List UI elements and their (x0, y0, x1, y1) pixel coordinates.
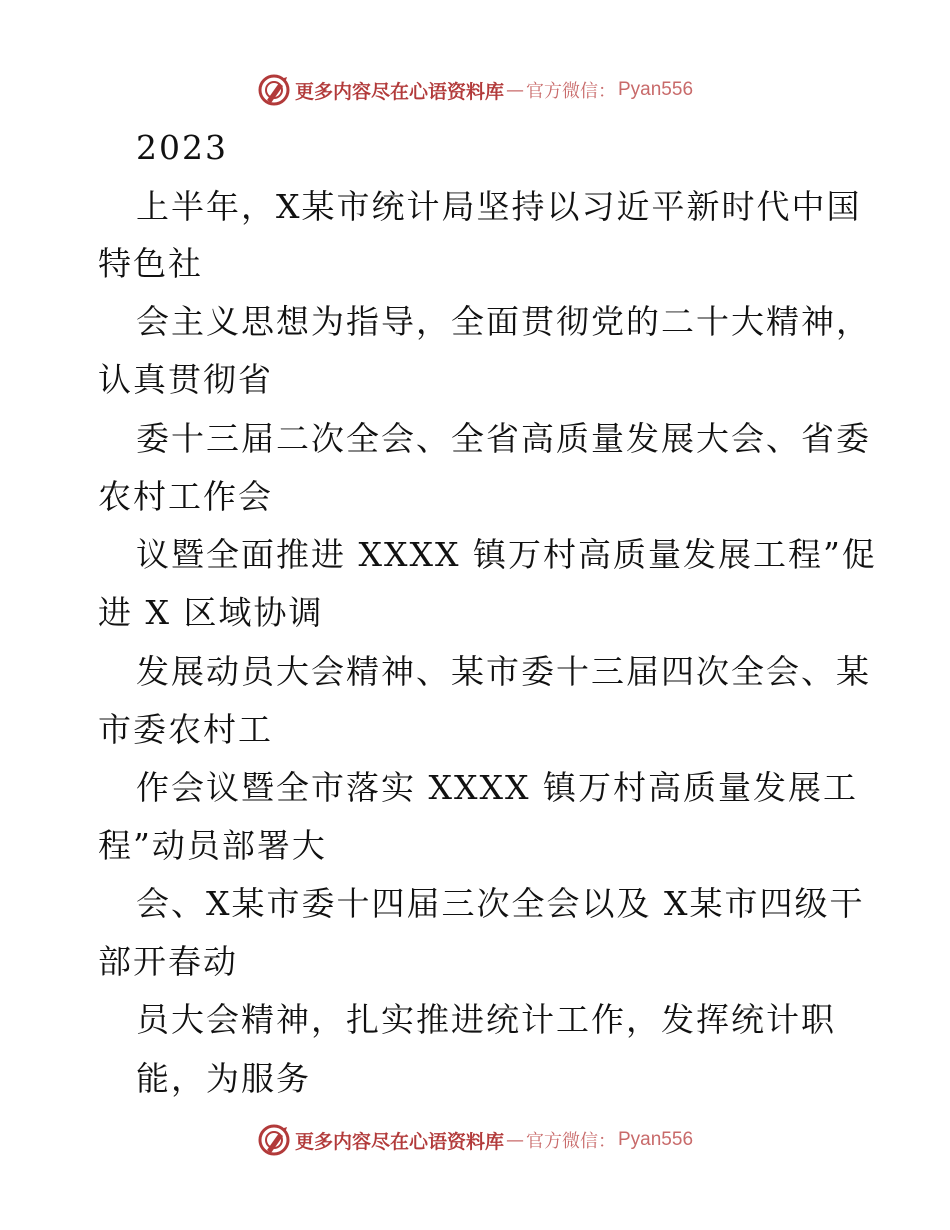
body-line: 议暨全面推进 XXXX 镇万村高质量发展工程”促 (136, 535, 877, 574)
body-line: 进 X 区域协调 (98, 593, 324, 632)
watermark-wechat-id: Pyan556 (618, 1129, 694, 1150)
body-line: 程”动员部署大 (98, 826, 327, 865)
watermark-wechat-label: 官方微信： (526, 1131, 616, 1152)
watermark-site-name: 更多内容尽在心语资料库 (294, 80, 504, 103)
body-line: 会主义思想为指导，全面贯彻党的二十大精神， (136, 302, 871, 341)
body-line: 2023 (136, 128, 228, 167)
watermark-wechat-label: 官方微信： (526, 81, 616, 102)
body-line: 委十三届二次全会、全省高质量发展大会、省委 (136, 419, 871, 458)
pen-nib-circle-icon (257, 1123, 291, 1157)
body-line: 员大会精神，扎实推进统计工作，发挥统计职 (136, 1000, 836, 1039)
body-line: 市委农村工 (98, 710, 273, 749)
body-line: 会、X某市委十四届三次全会以及 X某市四级干 (136, 884, 865, 923)
watermark-wechat-id: Pyan556 (618, 79, 694, 100)
body-line: 作会议暨全市落实 XXXX 镇万村高质量发展工 (136, 768, 858, 807)
body-line: 特色社 (98, 244, 203, 283)
footer-watermark (0, 1120, 950, 1160)
body-line: 认真贯彻省 (98, 360, 273, 399)
watermark-dash: — (506, 1129, 524, 1151)
watermark-dash: — (506, 79, 524, 101)
body-line: 能，为服务 (136, 1059, 311, 1098)
body-line: 部开春动 (98, 942, 238, 981)
body-line: 农村工作会 (98, 477, 273, 516)
body-line: 发展动员大会精神、某市委十三届四次全会、某 (136, 652, 871, 691)
body-line: 上半年，X某市统计局坚持以习近平新时代中国 (136, 187, 862, 226)
watermark-site-name: 更多内容尽在心语资料库 (294, 1130, 504, 1153)
